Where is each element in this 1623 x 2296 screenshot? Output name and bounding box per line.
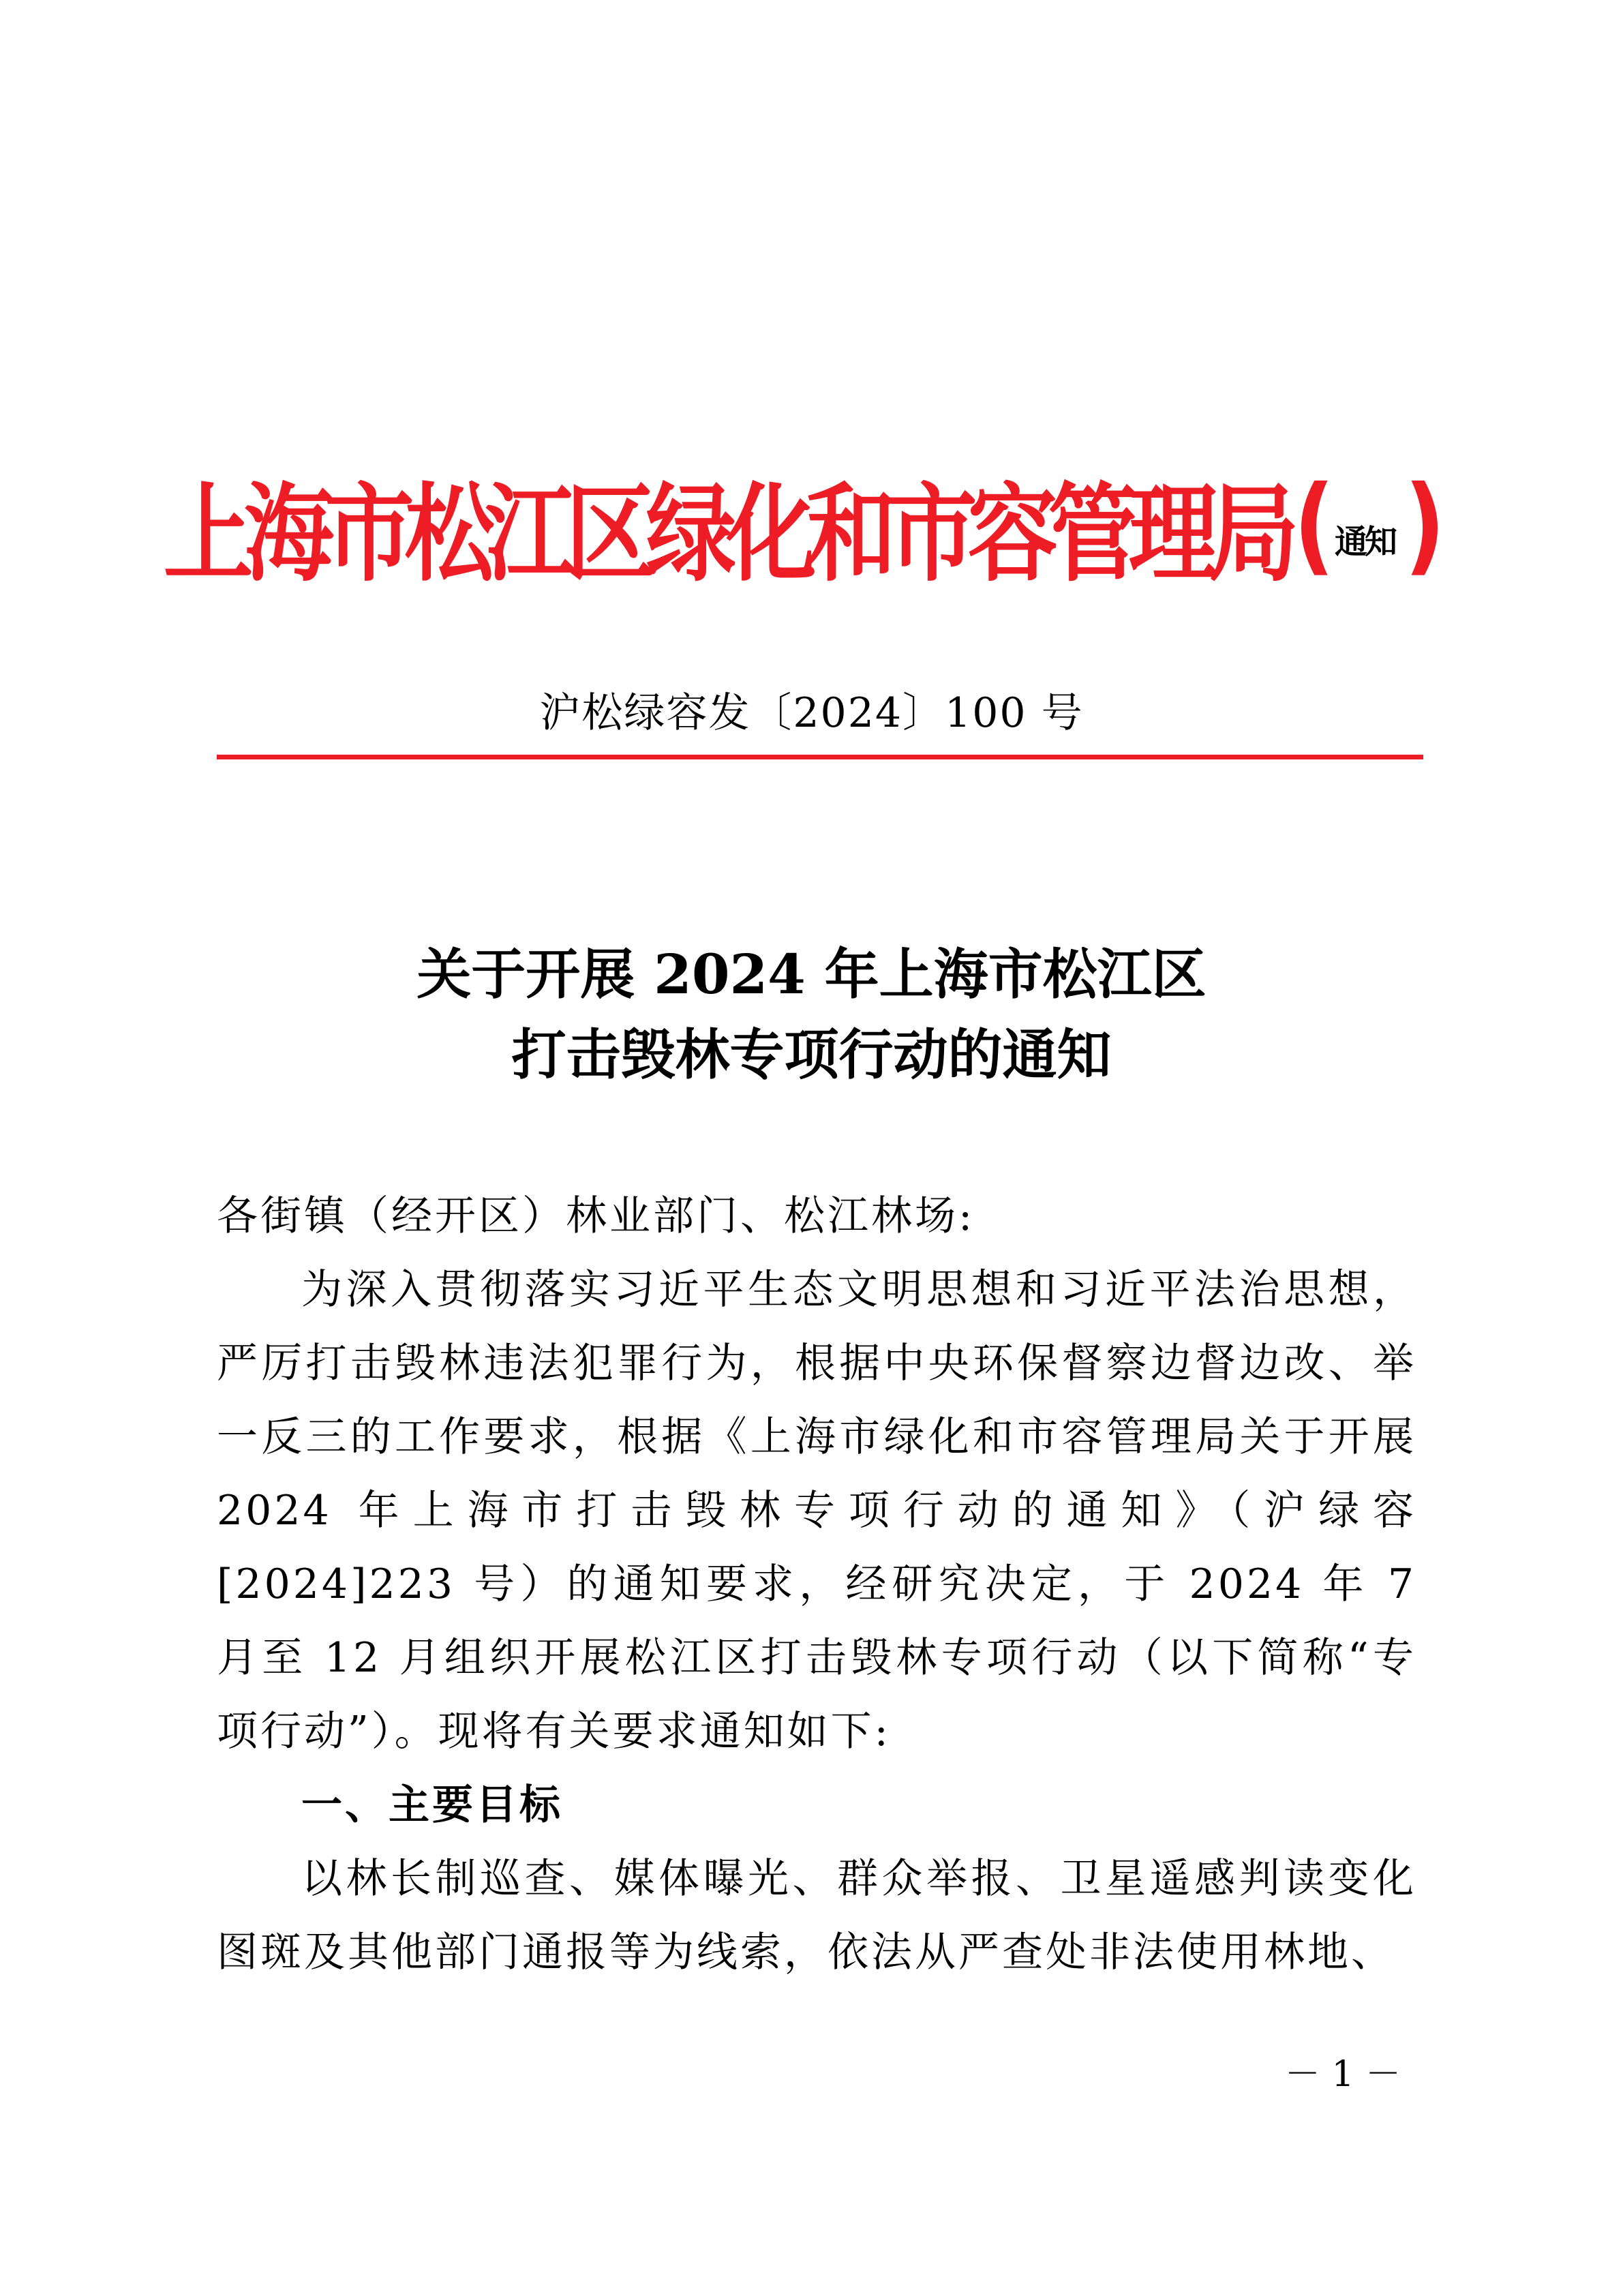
- masthead-paren-close: ): [1404, 463, 1446, 587]
- masthead-agency: 上海市松江区绿化和市容管理局: [163, 472, 1290, 597]
- masthead-doc-type: 通知: [1335, 522, 1395, 561]
- masthead-paren-open: (: [1293, 463, 1335, 587]
- title-line-2: 打击毁林专项行动的通知: [511, 1023, 1112, 1087]
- document-title: [0, 934, 1623, 1095]
- masthead: [163, 443, 1446, 607]
- title-line-1: 关于开展 2024 年上海市松江区: [416, 942, 1207, 1006]
- red-divider: [217, 755, 1423, 759]
- section-heading-1: 一、主要目标: [301, 1781, 563, 1829]
- document-number: 沪松绿容发〔2024〕100 号: [539, 689, 1084, 737]
- salutation: 各街镇（经开区）林业部门、松江林场:: [217, 1192, 975, 1240]
- intro-paragraph: 为深入贯彻落实习近平生态文明思想和习近平法治思想，严厉打击毁林违法犯罪行为，根据中央环保督察边督边改、举一反三的工作要求，根据《上海市绿化和市容管理局关于开展 2024 年上海市打击毁林专项行动的通知》（沪绿容[2024]223 号）的通知要求，经研究决定，于 2024 年 7 月至 12 月组织开展松江区打击毁林专项行动（以下简称“专项行动”）。现将有关要求通知如下:: [217, 1266, 1416, 1755]
- page-number: － 1 －: [1284, 2054, 1401, 2095]
- document-body: [217, 1179, 1416, 1989]
- section-1-paragraph: 以林长制巡查、媒体曝光、群众举报、卫星遥感判读变化图斑及其他部门通报等为线索，依法从严查处非法使用林地、: [217, 1855, 1416, 1976]
